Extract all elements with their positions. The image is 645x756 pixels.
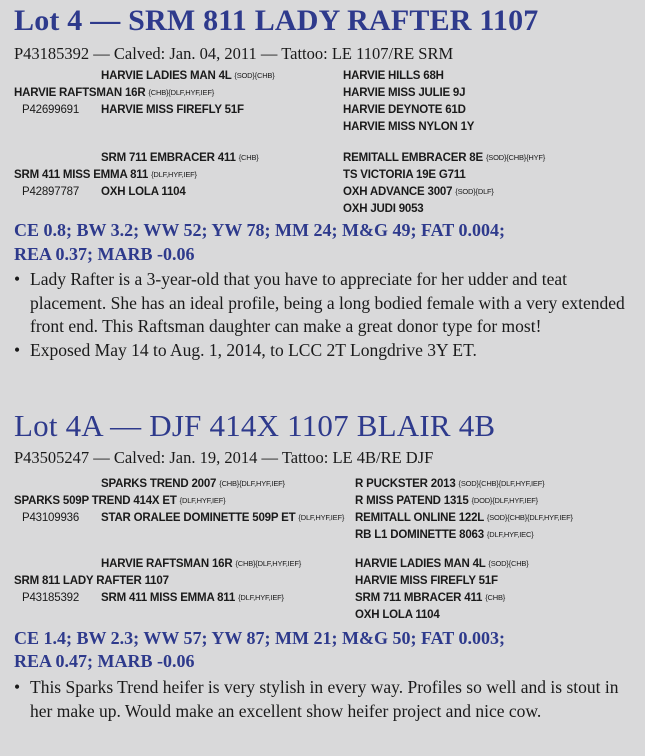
sd-dam: RB L1 DOMINETTE 8063 {DLF,HYF,IEC} <box>355 529 534 541</box>
description-bullet: • Lady Rafter is a 3-year-old that you have to appreciate for her udder and teat placement. She has an ideal profile, being a long bodied female with a very extended front end. This Raftsman daughter can make a great donor type for most! <box>14 268 639 339</box>
ss-dam: HARVIE MISS JULIE 9J <box>343 87 466 99</box>
lot-title: Lot 4A — DJF 414X 1107 BLAIR 4B <box>14 408 496 443</box>
description-list <box>14 676 639 723</box>
sire-dam: HARVIE MISS FIREFLY 51F <box>101 104 244 116</box>
dam: SRM 411 MISS EMMA 811 {DLF,HYF,IEF} <box>14 169 197 181</box>
sire: SPARKS 509P TREND 414X ET {DLF,HYF,IEF} <box>14 495 226 507</box>
sd-dam: HARVIE MISS NYLON 1Y <box>343 121 475 133</box>
registration-line: P43185392 — Calved: Jan. 04, 2011 — Tattoo: LE 1107/RE SRM <box>14 44 454 63</box>
sd-sire: REMITALL ONLINE 122L {SOD}{CHB}{DLF,HYF,IEF} <box>355 512 573 524</box>
dd-sire: OXH ADVANCE 3007 {SOD}{DLF} <box>343 186 494 198</box>
epd-line-1: CE 1.4; BW 2.3; WW 57; YW 87; MM 21; M&G 50; FAT 0.003; <box>14 628 505 648</box>
dam: SRM 811 LADY RAFTER 1107 <box>14 575 169 587</box>
registration-line: P43505247 — Calved: Jan. 19, 2014 — Tattoo: LE 4B/RE DJF <box>14 448 434 467</box>
ss-sire: R PUCKSTER 2013 {SOD}{CHB}{DLF,HYF,IEF} <box>355 478 545 490</box>
dd-dam: OXH JUDI 9053 <box>343 203 424 215</box>
dam-registration: P42897787 <box>22 186 80 198</box>
sire-registration: P42699691 <box>22 104 80 116</box>
ss-sire: HARVIE HILLS 68H <box>343 70 444 82</box>
ds-dam: HARVIE MISS FIREFLY 51F <box>355 575 498 587</box>
ss-dam: R MISS PATEND 1315 {DOD}{DLF,HYF,IEF} <box>355 495 538 507</box>
sire-sire: HARVIE LADIES MAN 4L {SOD}{CHB} <box>101 70 275 82</box>
dam-sire: SRM 711 EMBRACER 411 {CHB} <box>101 152 259 164</box>
exposure-bullet: • Exposed May 14 to Aug. 1, 2014, to LCC 2T Longdrive 3Y ET. <box>14 339 639 363</box>
sire: HARVIE RAFTSMAN 16R {CHB}{DLF,HYF,IEF} <box>14 87 215 99</box>
sd-sire: HARVIE DEYNOTE 61D <box>343 104 466 116</box>
epd-line-1: CE 0.8; BW 3.2; WW 52; YW 78; MM 24; M&G 49; FAT 0.004; <box>14 220 505 240</box>
description-bullet: • This Sparks Trend heifer is very stylish in every way. Profiles so well and is stout in her make up. Would make an excellent show heifer project and nice cow. <box>14 676 639 723</box>
sire-sire: SPARKS TREND 2007 {CHB}{DLF,HYF,IEF} <box>101 478 285 490</box>
ds-sire: REMITALL EMBRACER 8E {SOD}{CHB}{HYF} <box>343 152 546 164</box>
ds-sire: HARVIE LADIES MAN 4L {SOD}{CHB} <box>355 558 529 570</box>
dam-dam: SRM 411 MISS EMMA 811 {DLF,HYF,IEF} <box>101 592 284 604</box>
ds-dam: TS VICTORIA 19E G711 <box>343 169 466 181</box>
epd-line-2: REA 0.47; MARB -0.06 <box>14 651 195 671</box>
description-list <box>14 268 639 362</box>
dd-sire: SRM 711 MBRACER 411 {CHB} <box>355 592 506 604</box>
dd-dam: OXH LOLA 1104 <box>355 609 440 621</box>
sire-dam: STAR ORALEE DOMINETTE 509P ET {DLF,HYF,IEF} <box>101 512 345 524</box>
dam-sire: HARVIE RAFTSMAN 16R {CHB}{DLF,HYF,IEF} <box>101 558 302 570</box>
dam-dam: OXH LOLA 1104 <box>101 186 186 198</box>
sire-registration: P43109936 <box>22 512 80 524</box>
lot-title: Lot 4 — SRM 811 LADY RAFTER 1107 <box>14 4 539 37</box>
dam-registration: P43185392 <box>22 592 80 604</box>
epd-line-2: REA 0.37; MARB -0.06 <box>14 244 195 264</box>
